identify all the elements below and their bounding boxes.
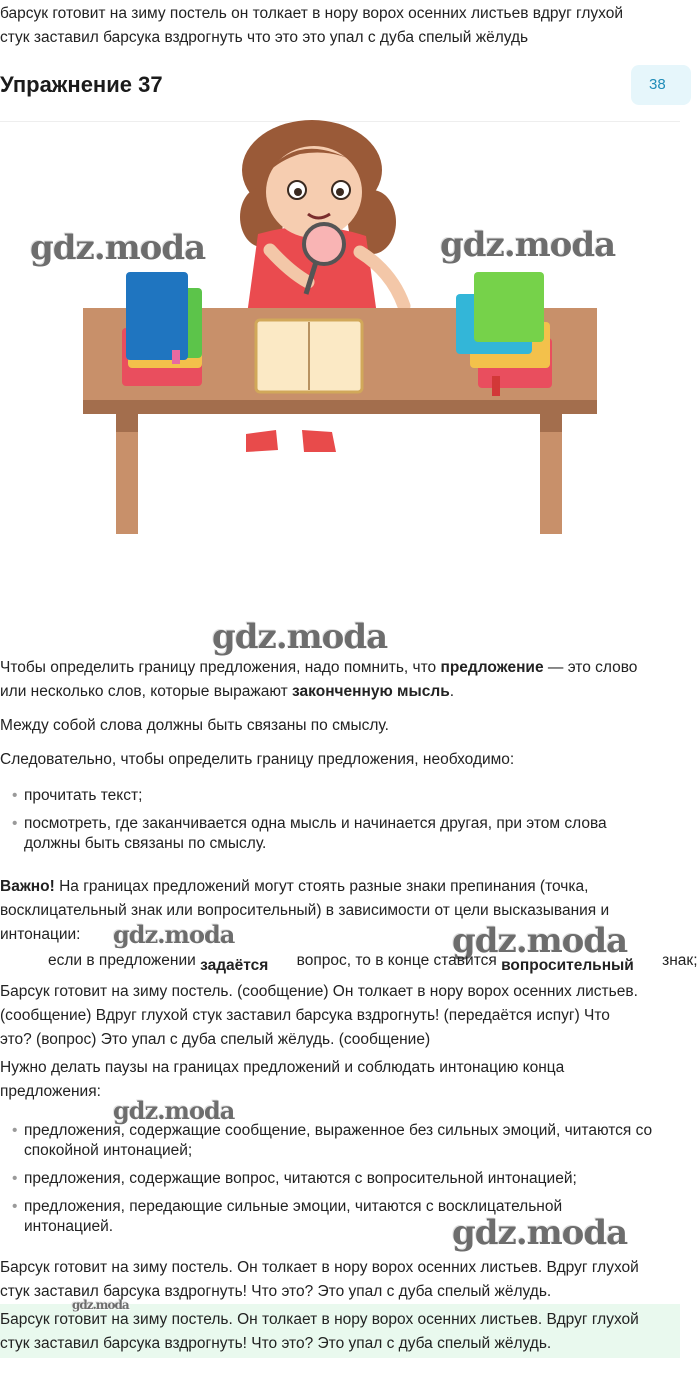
pauses-intro: Нужно делать паузы на границах предложений и соблюдать интонацию конца предложения: — [0, 1059, 565, 1100]
list-item: • прочитать текст; — [0, 786, 672, 806]
list-item: • предложения, содержащие сообщение, выраженное без сильных эмоций, читаются со спокойной интонацией; — [0, 1121, 664, 1161]
analysis-text: Барсук готовит на зиму постель. (сообщение) Он толкает в нору ворох осенних листьев. (сообщение) Вдруг глухой стук заставил барсука вздрогнуть! (передаётся испуг) Что это? (вопрос) Это упал с дуба спелый жёлудь. (сообщение) — [0, 983, 638, 1048]
list-item: • предложения, содержащие вопрос, читаются с вопросительной интонацией; — [0, 1169, 672, 1189]
girl-with-magnifier-illustration — [0, 122, 680, 602]
exercise-title: Упражнение 37 — [0, 72, 163, 97]
rule-paragraph: Следовательно, чтобы определить границу предложения, необходимо: — [0, 751, 515, 768]
task-text — [0, 2, 623, 50]
task-text-line: стук заставил барсука вздрогнуть что это это упал с дуба спелый жёлудь — [0, 29, 529, 46]
steps-list — [0, 786, 672, 862]
watermark: gdz.moda — [72, 1298, 129, 1312]
watermark: gdz.moda — [113, 1096, 235, 1125]
watermark: gdz.moda — [452, 1213, 628, 1253]
important-note: Важно! На границах предложений могут стоять разные знаки препинания (точка, восклицательный знак или вопросительный) в зависимости от цели высказывания и интонации: — [0, 878, 610, 943]
watermark: gdz.moda — [440, 225, 616, 265]
next-exercise-button[interactable]: 38 — [631, 65, 691, 105]
watermark: gdz.moda — [113, 920, 235, 949]
watermark: gdz.moda — [452, 921, 628, 961]
result-text: Барсук готовит на зиму постель. Он толкает в нору ворох осенних листьев. Вдруг глухой стук заставил барсука вздрогнуть! Что это? Это упал с дуба спелый жёлудь. — [0, 1259, 639, 1300]
list-item: • посмотреть, где заканчивается одна мысль и начинается другая, при этом слова должны быть связаны по смыслу. — [0, 814, 664, 854]
task-text-line: барсук готовит на зиму постель он толкает в нору ворох осенних листьев вдруг глухой — [0, 5, 623, 22]
rule-paragraph: Между собой слова должны быть связаны по смыслу. — [0, 717, 389, 734]
watermark: gdz.moda — [212, 617, 388, 657]
rule-paragraph: Чтобы определить границу предложения, надо помнить, что предложение — это слово или несколько слов, которые выражают законченную мысль. — [0, 659, 638, 700]
watermark: gdz.moda — [30, 228, 206, 268]
answer-text: Барсук готовит на зиму постель. Он толкает в нору ворох осенних листьев. Вдруг глухой стук заставил барсука вздрогнуть! Что это? Это упал с дуба спелый жёлудь. — [0, 1311, 639, 1352]
clipped-list-item: если в предложении задаётся вопрос, то в конце ставится вопросительный знак; — [48, 952, 698, 974]
list-item: • предложения, передающие сильные эмоции, читаются с восклицательной интонацией. — [0, 1197, 624, 1237]
